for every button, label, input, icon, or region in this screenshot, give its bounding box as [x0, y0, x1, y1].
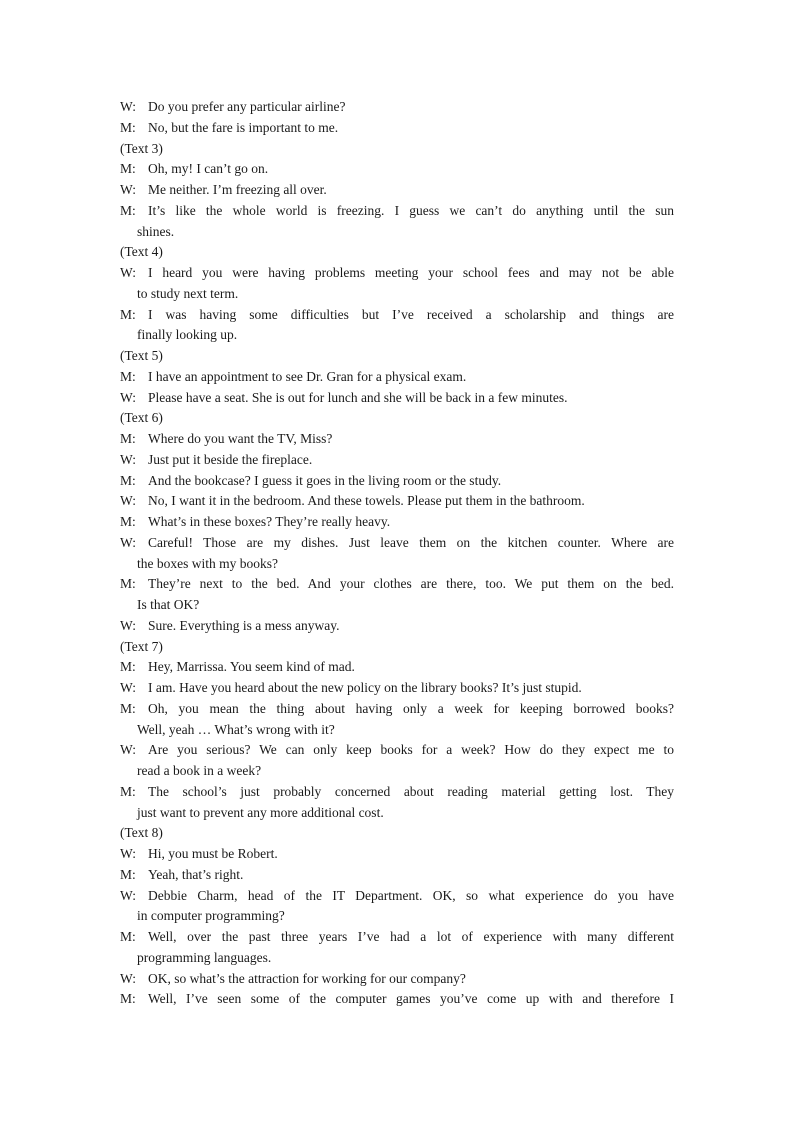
- dialogue-line: [120, 429, 674, 450]
- transcript-page: [120, 97, 674, 1010]
- speaker-label: M:: [120, 659, 136, 675]
- dialogue-text: Where do you want the TV, Miss?: [148, 431, 333, 446]
- dialogue-line: [120, 180, 674, 201]
- dialogue-line: [120, 782, 674, 803]
- dialogue-continuation: Well, yeah … What’s wrong with it?: [137, 721, 335, 737]
- dialogue-text: I am. Have you heard about the new policy on the library books? It’s just stupid.: [148, 680, 582, 695]
- dialogue-text: Just put it beside the fireplace.: [148, 451, 313, 467]
- section-heading: (Text 7): [120, 638, 163, 654]
- dialogue-text: Well, I’ve seen some of the computer games you’ve come up with and therefore I: [148, 991, 674, 1007]
- dialogue-line: [120, 450, 674, 471]
- speaker-label: M:: [120, 431, 136, 446]
- dialogue-text: Oh, my! I can’t go on.: [148, 161, 269, 177]
- dialogue-text: Me neither. I’m freezing all over.: [148, 182, 327, 197]
- dialogue-continuation: shines.: [137, 223, 175, 239]
- dialogue-text: Careful! Those are my dishes. Just leave them on the kitchen counter. Where are: [148, 534, 674, 550]
- speaker-label: W:: [120, 742, 136, 758]
- dialogue-line: [120, 367, 674, 388]
- dialogue-text: The school’s just probably concerned about reading material getting lost. They: [148, 783, 674, 799]
- dialogue-text: Yeah, that’s right.: [148, 866, 244, 882]
- section-heading: (Text 6): [120, 410, 163, 426]
- speaker-label: W:: [120, 887, 136, 903]
- dialogue-text: Well, over the past three years I’ve had a lot of experience with many different: [148, 929, 674, 944]
- speaker-label: W:: [120, 389, 136, 405]
- dialogue-line: [120, 740, 674, 761]
- dialogue-text: Oh, you mean the thing about having only a week for keeping borrowed books?: [148, 700, 674, 716]
- dialogue-continuation: in computer programming?: [137, 908, 285, 924]
- dialogue-line: [120, 533, 674, 554]
- dialogue-continuation: programming languages.: [137, 949, 272, 965]
- speaker-label: M:: [120, 306, 136, 322]
- speaker-label: W:: [120, 451, 136, 467]
- dialogue-line: [120, 927, 674, 948]
- speaker-label: M:: [120, 119, 136, 135]
- speaker-label: M:: [120, 202, 136, 218]
- speaker-label: W:: [120, 534, 136, 550]
- dialogue-text: Debbie Charm, head of the IT Department. OK, so what experience do you have: [148, 887, 674, 903]
- dialogue-line: [120, 886, 674, 907]
- speaker-label: W:: [120, 265, 136, 280]
- dialogue-text: It’s like the whole world is freezing. I guess we can’t do anything until the sun: [148, 202, 674, 218]
- speaker-label: W:: [120, 846, 136, 861]
- dialogue-line: [120, 989, 674, 1010]
- dialogue-line: [120, 159, 674, 180]
- dialogue-text: And the bookcase? I guess it goes in the living room or the study.: [148, 472, 502, 488]
- dialogue-text: Hey, Marrissa. You seem kind of mad.: [148, 659, 355, 675]
- dialogue-text: Are you serious? We can only keep books for a week? How do they expect me to: [148, 742, 674, 758]
- dialogue-continuation: read a book in a week?: [137, 763, 262, 778]
- dialogue-text: What’s in these boxes? They’re really heavy.: [148, 514, 391, 529]
- speaker-label: M:: [120, 576, 136, 592]
- dialogue-line: [120, 491, 674, 512]
- dialogue-line: [120, 969, 674, 990]
- dialogue-line: [120, 616, 674, 637]
- dialogue-text: No, but the fare is important to me.: [148, 119, 339, 135]
- dialogue-text: Please have a seat. She is out for lunch and she will be back in a few minutes.: [148, 389, 568, 405]
- dialogue-continuation: just want to prevent any more additional cost.: [137, 804, 384, 820]
- speaker-label: W:: [120, 970, 136, 986]
- speaker-label: M:: [120, 472, 136, 488]
- dialogue-text: Sure. Everything is a mess anyway.: [148, 617, 340, 633]
- dialogue-text: I have an appointment to see Dr. Gran for a physical exam.: [148, 368, 467, 384]
- dialogue-line: [120, 118, 674, 139]
- dialogue-line: [120, 388, 674, 409]
- section-heading: (Text 5): [120, 348, 163, 363]
- dialogue-line: [120, 512, 674, 533]
- speaker-label: M:: [120, 929, 136, 944]
- dialogue-text: No, I want it in the bedroom. And these towels. Please put them in the bathroom.: [148, 493, 585, 509]
- dialogue-text: Hi, you must be Robert.: [148, 846, 278, 861]
- dialogue-line: [120, 657, 674, 678]
- dialogue-continuation: Is that OK?: [137, 597, 200, 612]
- dialogue-continuation: finally looking up.: [137, 327, 238, 343]
- dialogue-text: Do you prefer any particular airline?: [148, 99, 346, 114]
- dialogue-line: [120, 574, 674, 595]
- dialogue-line: [120, 865, 674, 886]
- speaker-label: M:: [120, 161, 136, 177]
- dialogue-line: [120, 305, 674, 326]
- speaker-label: M:: [120, 700, 136, 716]
- section-heading: (Text 3): [120, 140, 163, 156]
- dialogue-line: [120, 471, 674, 492]
- dialogue-line: [120, 678, 674, 699]
- speaker-label: W:: [120, 680, 136, 695]
- speaker-label: M:: [120, 783, 136, 799]
- dialogue-continuation: the boxes with my books?: [137, 555, 278, 571]
- dialogue-text: I was having some difficulties but I’ve received a scholarship and things are: [148, 306, 674, 322]
- dialogue-line: [120, 263, 674, 284]
- speaker-label: M:: [120, 866, 136, 882]
- speaker-label: M:: [120, 514, 136, 529]
- section-heading: (Text 8): [120, 825, 163, 841]
- dialogue-line: [120, 699, 674, 720]
- dialogue-line: [120, 97, 674, 118]
- speaker-label: M:: [120, 368, 136, 384]
- speaker-label: W:: [120, 182, 136, 197]
- speaker-label: W:: [120, 99, 136, 114]
- dialogue-line: [120, 201, 674, 222]
- dialogue-continuation: to study next term.: [137, 285, 239, 301]
- section-heading: (Text 4): [120, 244, 163, 260]
- speaker-label: W:: [120, 493, 136, 509]
- dialogue-line: [120, 844, 674, 865]
- dialogue-text: I heard you were having problems meeting your school fees and may not be able: [148, 265, 674, 280]
- dialogue-text: OK, so what’s the attraction for working for our company?: [148, 970, 466, 986]
- speaker-label: W:: [120, 617, 136, 633]
- speaker-label: M:: [120, 991, 136, 1007]
- dialogue-text: They’re next to the bed. And your clothes are there, too. We put them on the bed.: [148, 576, 674, 592]
